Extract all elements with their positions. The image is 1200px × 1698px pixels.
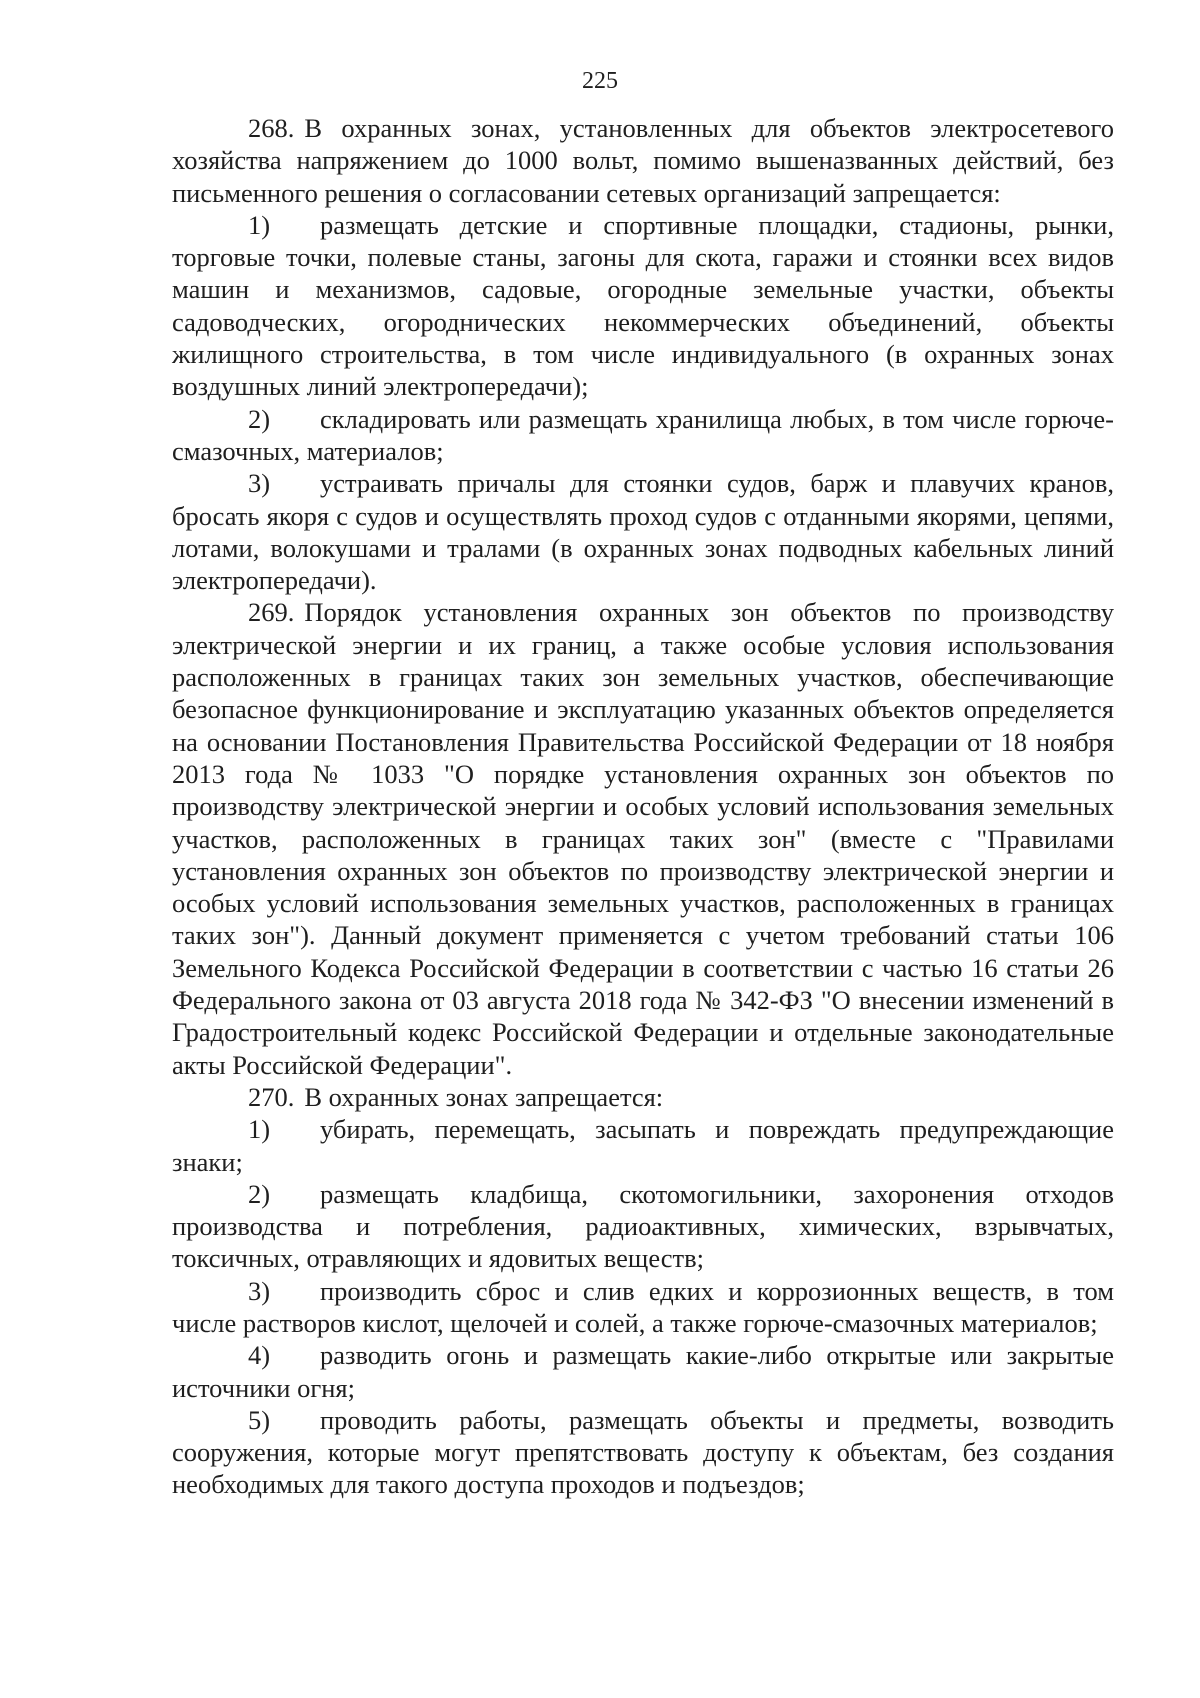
list-item-number: 2)	[248, 1178, 271, 1209]
list-item-268-3	[172, 467, 1114, 596]
list-item-number: 4)	[248, 1340, 271, 1371]
list-item-number: 3)	[248, 1275, 271, 1306]
page-number: 225	[582, 68, 618, 94]
list-item-text: разводить огонь и размещать какие-либо открытые или закрытые источники огня;	[172, 1340, 1114, 1403]
list-item-text: складировать или размещать хранилища любых, в том числе горюче-смазочных, материалов;	[172, 403, 1114, 466]
paragraph-text: Порядок установления охранных зон объектов по производству электрической энергии и их границ, а также особые условия использования расположенных в границах таких зон земельных участков, обеспечивающие безопасное функционирование и эксплуатацию указанных объектов определяется на основании Постановления Правительства Российской Федерации от 18 ноября 2013 года № 1033 "О порядке установления охранных зон объектов по производству электрической энергии и особых условий использования земельных участков, расположенных в границах таких зон" (вместе с "Правилами установления охранных зон объектов по производству электрической энергии и особых условий использования земельных участков, расположенных в границах таких зон"). Данный документ применяется с учетом требований статьи 106 Земельного Кодекса Российской Федерации в соответствии с частью 16 статьи 26 Федерального закона от 03 августа 2018 года № 342-ФЗ "О внесении изменений в Градостроительный кодекс Российской Федерации и отдельные законодательные акты Российской Федерации".	[172, 597, 1114, 1080]
list-item-text: производить сброс и слив едких и коррозионных веществ, в том числе растворов кислот, щелочей и солей, а также горюче-смазочных материалов;	[172, 1275, 1114, 1338]
document-body	[172, 112, 1114, 1501]
paragraph-268	[172, 112, 1114, 209]
list-item-text: размещать кладбища, скотомогильники, захоронения отходов производства и потребления, радиоактивных, химических, взрывчатых, токсичных, отравляющих и ядовитых веществ;	[172, 1178, 1114, 1274]
paragraph-269	[172, 596, 1114, 1080]
list-item-number: 1)	[248, 209, 271, 240]
list-item-number: 3)	[248, 468, 271, 499]
list-item-number: 5)	[248, 1404, 271, 1435]
paragraph-number: 270.	[248, 1081, 295, 1112]
list-item-number: 1)	[248, 1114, 271, 1145]
paragraph-text: В охранных зонах запрещается:	[304, 1081, 664, 1112]
list-item-text: устраивать причалы для стоянки судов, барж и плавучих кранов, бросать якоря с судов и осуществлять проход судов с отданными якорями, цепями, лотами, волокушами и тралами (в охранных зонах подводных кабельных линий электропередачи).	[172, 468, 1114, 596]
list-item-270-5	[172, 1404, 1114, 1501]
list-item-268-1	[172, 209, 1114, 403]
paragraph-number: 269.	[248, 597, 295, 628]
list-item-270-2	[172, 1178, 1114, 1275]
list-item-270-1	[172, 1113, 1114, 1178]
paragraph-number: 268.	[248, 113, 295, 143]
list-item-text: проводить работы, размещать объекты и предметы, возводить сооружения, которые могут препятствовать доступу к объектам, без создания необходимых для такого доступа проходов и подъездов;	[172, 1404, 1114, 1500]
list-item-number: 2)	[248, 403, 271, 434]
paragraph-270	[172, 1081, 1114, 1113]
list-item-text: размещать детские и спортивные площадки, стадионы, рынки, торговые точки, полевые станы, загоны для скота, гаражи и стоянки всех видов машин и механизмов, садовые, огородные земельные участки, объекты садоводческих, огороднических некоммерческих объединений, объекты жилищного строительства, в том числе индивидуального (в охранных зонах воздушных линий электропередачи);	[172, 209, 1114, 402]
list-item-270-4	[172, 1339, 1114, 1404]
list-item-270-3	[172, 1275, 1114, 1340]
list-item-268-2	[172, 403, 1114, 468]
list-item-text: убирать, перемещать, засыпать и повреждать предупреждающие знаки;	[172, 1114, 1114, 1177]
paragraph-text: В охранных зонах, установленных для объектов электросетевого хозяйства напряжением до 1000 вольт, помимо вышеназванных действий, без письменного решения о согласовании сетевых организаций запрещается:	[172, 113, 1114, 208]
